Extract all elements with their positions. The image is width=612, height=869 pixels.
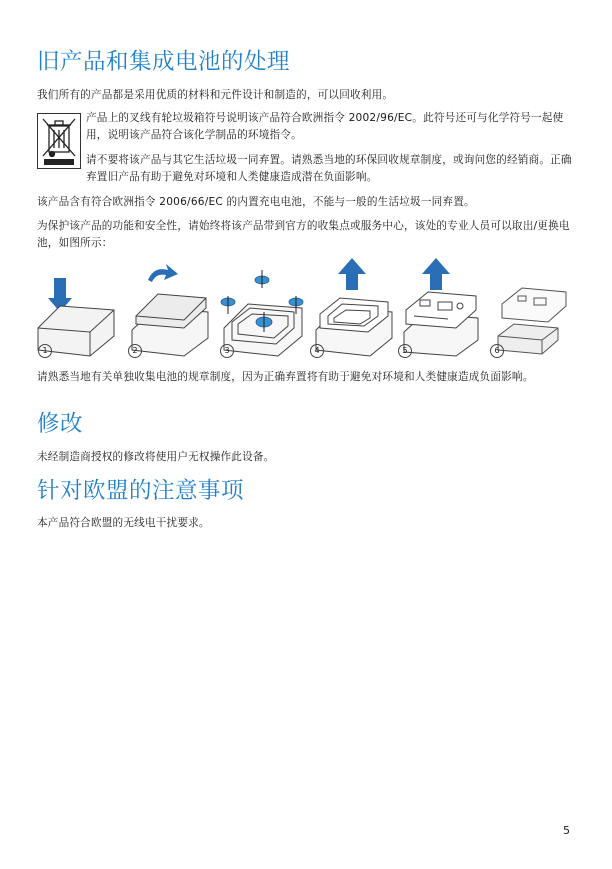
intro-paragraph: 我们所有的产品都是采用优质的材料和元件设计和制造的，可以回收利用。 (37, 89, 394, 101)
service-center-paragraph: 为保护该产品的功能和安全性，请始终将该产品带到官方的收集点或服务中心，该处的专业人员可以取出/更换电池，如图所示： (37, 220, 570, 249)
arrow-up-icon (422, 258, 450, 290)
step-1-figure (30, 258, 120, 363)
eu-notice-paragraph: 本产品符合欧盟的无线电干扰要求。 (37, 517, 210, 529)
battery-directive-paragraph: 该产品含有符合欧洲指令 2006/66/EC 的内置充电电池，不能与一般的生活垃圾一同弃置。 (37, 196, 475, 208)
step-number: 5 (398, 344, 412, 358)
step-4-figure (308, 258, 398, 363)
modifications-paragraph: 未经制造商授权的修改将使用户无权操作此设备。 (37, 451, 275, 463)
step-number: 4 (310, 344, 324, 358)
step-3-figure (216, 258, 306, 363)
step-number: 1 (38, 344, 52, 358)
arrow-up-icon (338, 258, 366, 290)
arrow-curved-icon (148, 264, 178, 282)
step-2-figure (122, 258, 212, 363)
section-title-eu-notice: 针对欧盟的注意事项 (37, 478, 245, 504)
section-title-disposal: 旧产品和集成电池的处理 (37, 49, 291, 75)
bin-symbol-paragraph: 产品上的叉线有轮垃圾箱符号说明该产品符合欧洲指令 2002/96/EC。此符号还可与化学符号一起使用，说明该产品符合该化学制品的环境指令。 (86, 112, 564, 141)
battery-removal-illustration (0, 258, 612, 368)
step-number: 6 (490, 344, 504, 358)
step-number: 2 (128, 344, 142, 358)
crossed-out-wheelie-bin-icon (37, 113, 81, 169)
step-5-figure (394, 258, 484, 363)
step-6-figure (484, 258, 574, 363)
battery-collection-paragraph: 请熟悉当地有关单独收集电池的规章制度，因为正确弃置将有助于避免对环境和人类健康造成负面影响。 (37, 371, 534, 383)
section-title-modifications: 修改 (37, 411, 84, 437)
step-number: 3 (220, 344, 234, 358)
page-number: 5 (563, 824, 570, 837)
disposal-advice-paragraph: 请不要将该产品与其它生活垃圾一同弃置。请熟悉当地的环保回收规章制度，或询问您的经销商。正确弃置旧产品有助于避免对环境和人类健康造成潜在负面影响。 (86, 154, 572, 183)
